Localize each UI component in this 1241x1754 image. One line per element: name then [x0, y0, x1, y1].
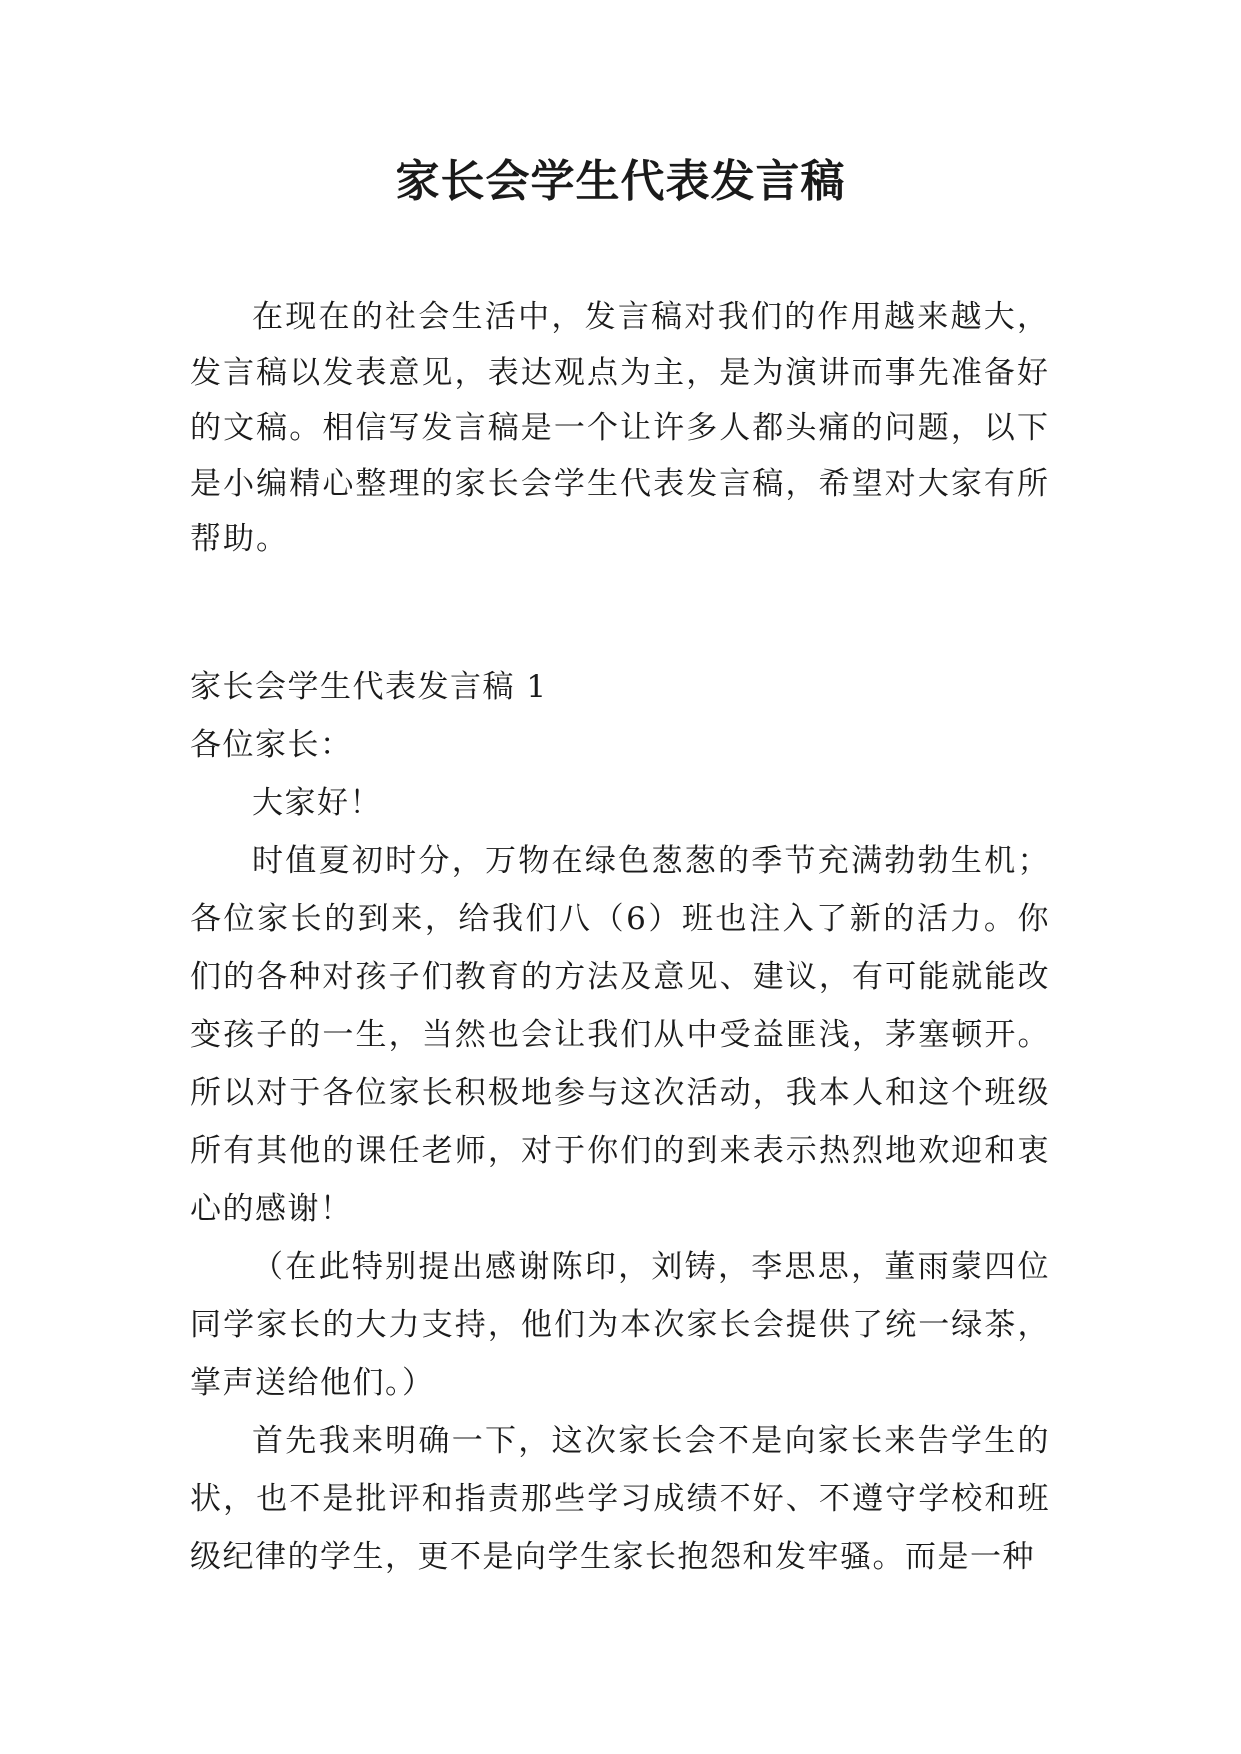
section-heading: 家长会学生代表发言稿 1: [190, 668, 548, 705]
document-title: 家长会学生代表发言稿: [395, 156, 846, 207]
body-paragraph: （在此特别提出感谢陈印，刘铸，李思思，董雨蒙四位同学家长的大力支持，他们为本次家长会提供了统一绿茶，掌声送给他们。）: [190, 1248, 1050, 1401]
body-paragraph: 时值夏初时分，万物在绿色葱葱的季节充满勃勃生机；各位家长的到来，给我们八（6）班也注入了新的活力。你们的各种对孩子们教育的方法及意见、建议，有可能就能改变孩子的一生，当然也会让我们从中受益匪浅，茅塞顿开。所以对于各位家长积极地参与这次活动，我本人和这个班级所有其他的课任老师，对于你们的到来表示热烈地欢迎和衷心的感谢！: [190, 842, 1050, 1227]
section-spacer: [190, 568, 1050, 658]
greeting: 大家好！: [252, 784, 382, 821]
speech-section: [190, 658, 1050, 1586]
intro-paragraph: 在现在的社会生活中，发言稿对我们的作用越来越大，发言稿以发表意见，表达观点为主，是为演讲而事先准备好的文稿。相信写发言稿是一个让许多人都头痛的问题，以下是小编精心整理的家长会学生代表发言稿，希望对大家有所帮助。: [190, 299, 1050, 557]
body-paragraph: 首先我来明确一下，这次家长会不是向家长来告学生的状，也不是批评和指责那些学习成绩不好、不遵守学校和班级纪律的学生，更不是向学生家长抱怨和发牢骚。而是一种: [190, 1422, 1050, 1575]
salutation: 各位家长：: [190, 726, 353, 763]
document-body: [190, 290, 1050, 1586]
